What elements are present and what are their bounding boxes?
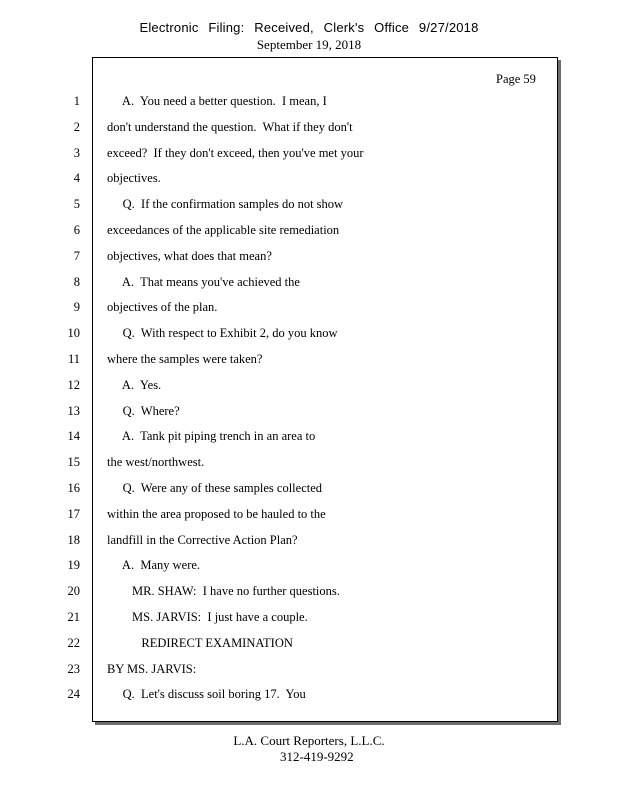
line-number: 12 [67,378,80,392]
line-number: 6 [73,223,80,237]
transcript-line: objectives. [107,171,161,185]
line-number: 11 [67,352,80,366]
transcript-line: exceedances of the applicable site remediation [107,223,340,237]
line-number: 16 [67,481,80,495]
transcript-line: A. Many were. [107,558,201,572]
line-number: 8 [73,275,80,289]
transcript-line: BY MS. JARVIS: [107,662,197,676]
transcript-line: within the area proposed to be hauled to the [107,507,326,521]
transcript-line: MS. JARVIS: I just have a couple. [107,610,308,624]
line-number: 21 [67,610,80,624]
line-number: 24 [67,687,80,701]
line-number: 22 [67,636,80,650]
reporter-phone: 312-419-9292 [280,749,354,764]
transcript-line: A. You need a better question. I mean, I [107,94,327,108]
line-number: 13 [67,404,80,418]
transcript-line: REDIRECT EXAMINATION [107,636,293,650]
transcript-line: Q. Were any of these samples collected [107,481,323,495]
filing-date: September 19, 2018 [256,37,362,52]
transcript-line: Q. Where? [107,404,180,418]
transcript-line: exceed? If they don't exceed, then you've met your [107,146,364,160]
line-number: 4 [73,171,80,185]
line-number: 15 [67,455,80,469]
transcript-line: A. That means you've achieved the [107,275,300,289]
line-number: 7 [73,249,80,263]
line-number: 10 [67,326,80,340]
transcript-line: Q. With respect to Exhibit 2, do you know [107,326,338,340]
line-number: 14 [67,429,80,443]
filing-stamp: Electronic Filing: Received, Clerk's Office 9/27/2018 [139,20,479,35]
transcript-line: landfill in the Corrective Action Plan? [107,533,298,547]
transcript-line: don't understand the question. What if they don't [107,120,353,134]
transcript-line: A. Tank pit piping trench in an area to [107,429,316,443]
transcript-line: objectives, what does that mean? [107,249,272,263]
transcript-line: Q. Let's discuss soil boring 17. You [107,687,306,701]
line-number: 2 [73,120,80,134]
transcript-line: Q. If the confirmation samples do not show [107,197,344,211]
transcript-line: A. Yes. [107,378,162,392]
transcript-line: where the samples were taken? [107,352,263,366]
line-number: 23 [67,662,80,676]
line-number: 9 [73,300,80,314]
line-number: 19 [67,558,80,572]
page-number: Page 59 [496,72,536,86]
line-number: 1 [73,94,80,108]
line-number: 18 [67,533,80,547]
transcript-line: objectives of the plan. [107,300,218,314]
line-number: 5 [73,197,80,211]
reporter-company: L.A. Court Reporters, L.L.C. [233,733,385,748]
line-number: 3 [73,146,80,160]
line-number: 20 [67,584,80,598]
transcript-line: MR. SHAW: I have no further questions. [107,584,340,598]
transcript-line: the west/northwest. [107,455,205,469]
line-number: 17 [67,507,80,521]
